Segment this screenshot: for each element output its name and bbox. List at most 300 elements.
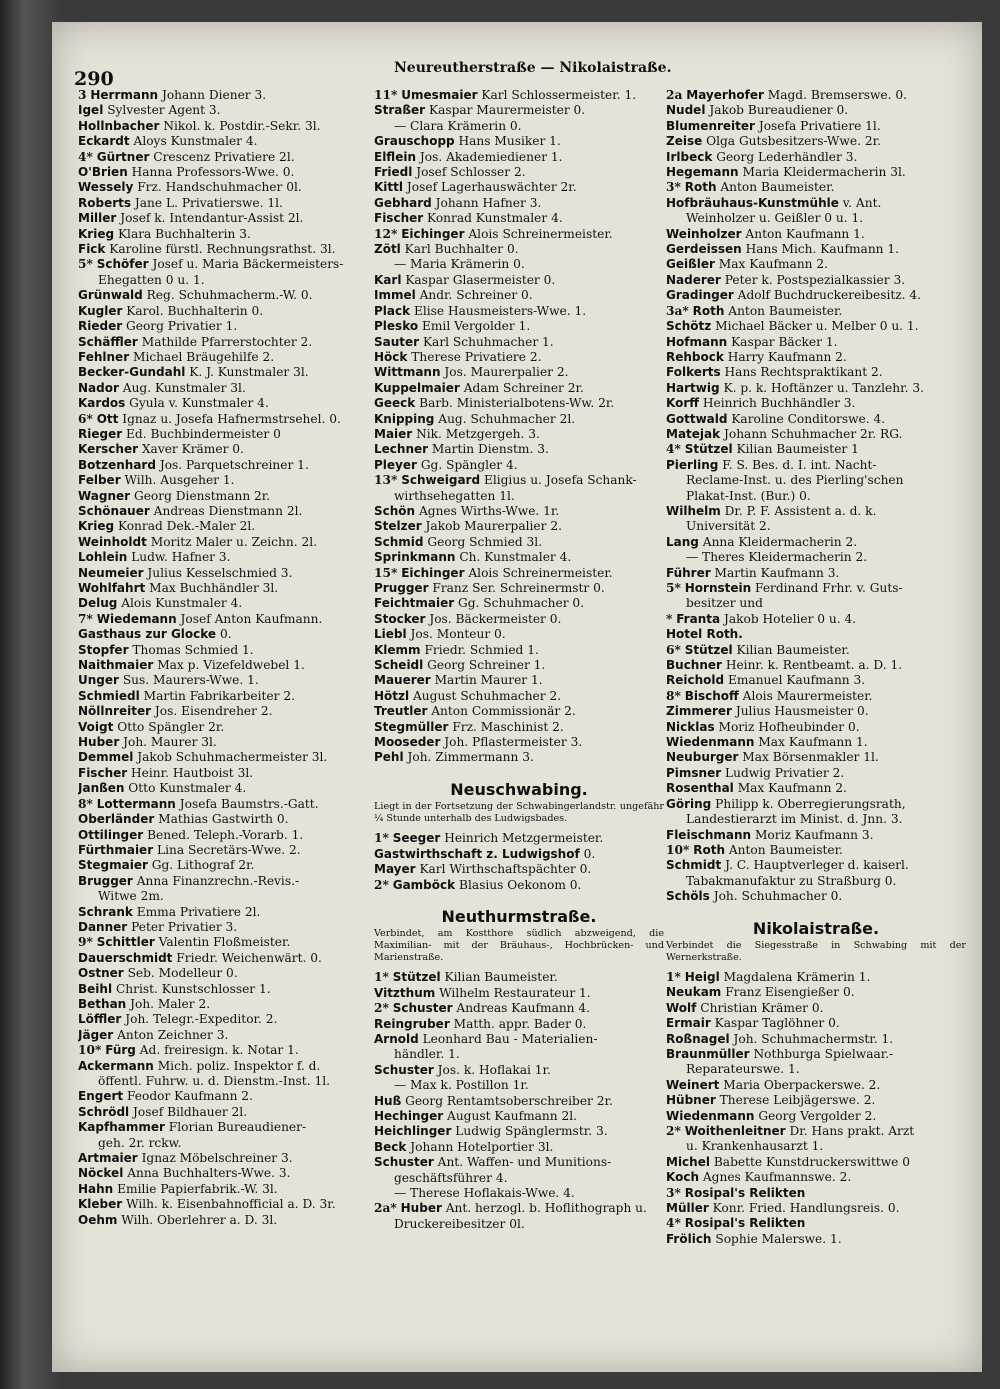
house-number: 4* <box>666 1216 681 1231</box>
resident-details: Alois Maurermeister. <box>742 688 873 703</box>
directory-entry <box>666 412 966 427</box>
directory-entry <box>78 150 368 165</box>
resident-name: Naderer <box>666 272 721 287</box>
resident-details: Xaver Krämer 0. <box>141 442 244 457</box>
resident-details: Joh. Schuhmacher 0. <box>713 889 843 904</box>
resident-name: Stelzer <box>374 519 422 534</box>
resident-details: Alois Schreinermeister. <box>468 565 613 580</box>
directory-entry <box>78 858 368 873</box>
directory-entry <box>374 1155 664 1170</box>
directory-entry <box>666 750 966 765</box>
resident-name: Jäger <box>78 1027 114 1042</box>
house-number: 10* <box>666 842 690 857</box>
resident-name: Artmaier <box>78 1151 138 1166</box>
resident-name: Matejak <box>666 426 721 441</box>
house-number: 3 <box>78 88 87 102</box>
resident-name: Fürg <box>105 1043 136 1058</box>
directory-entry <box>78 489 368 504</box>
resident-details: Universität 2. <box>686 519 771 534</box>
resident-name: Geeck <box>374 396 416 411</box>
resident-details: Jakob Schuhmachermeister 3l. <box>137 750 328 765</box>
resident-name: Frölich <box>666 1231 712 1246</box>
resident-details: Alois Kunstmaler 4. <box>121 596 243 611</box>
house-number: 2* <box>374 1001 389 1016</box>
resident-name: Wohlfahrt <box>78 581 146 595</box>
resident-name: Nador <box>78 380 119 395</box>
resident-details: Julius Hausmeister 0. <box>735 704 869 719</box>
directory-entry <box>78 704 368 719</box>
resident-name: Maier <box>374 426 413 441</box>
directory-entry <box>374 1063 664 1078</box>
resident-details: Karoline Conditorswe. 4. <box>731 411 886 426</box>
resident-name: Janßen <box>78 781 125 796</box>
directory-entry <box>374 427 664 442</box>
directory-entry <box>374 862 664 877</box>
directory-entry <box>374 473 664 488</box>
directory-entry <box>78 1012 368 1027</box>
resident-details: Kaspar Maurermeister 0. <box>428 103 586 118</box>
directory-entry <box>666 1016 966 1031</box>
resident-name: Kerscher <box>78 442 138 457</box>
resident-details: Max Kaufmann 2. <box>737 781 847 796</box>
street-heading: Neuschwabing. <box>450 779 588 799</box>
resident-details: Sophie Malerswe. 1. <box>715 1231 842 1246</box>
directory-entry <box>666 489 966 504</box>
resident-details: Joh. Maler 2. <box>130 996 211 1011</box>
resident-details: Jos. k. Hoflakai 1r. <box>437 1062 551 1077</box>
directory-entry <box>374 1186 664 1201</box>
directory-entry <box>78 412 368 427</box>
resident-name: Stocker <box>374 611 426 626</box>
resident-name: Ermair <box>666 1016 711 1031</box>
resident-name: Schötz <box>666 319 712 334</box>
resident-details: Frz. Maschinist 2. <box>452 719 564 734</box>
directory-entry <box>374 196 664 211</box>
resident-details: Peter k. Postspezialkassier 3. <box>724 272 906 287</box>
resident-details: Moritz Maler u. Zeichn. 2l. <box>150 534 317 549</box>
directory-entry <box>78 889 368 904</box>
directory-entry <box>78 1028 368 1043</box>
house-number: 10* <box>78 1043 102 1058</box>
directory-entry <box>666 242 966 257</box>
directory-entry <box>666 196 966 211</box>
house-number: 5* <box>666 581 681 595</box>
resident-details: Martin Kaufmann 3. <box>714 565 840 580</box>
house-number: 6* <box>666 642 681 657</box>
resident-name: Roth <box>684 180 717 195</box>
resident-details: Ferdinand Frhr. v. Guts- <box>755 581 903 595</box>
directory-entry <box>78 381 368 396</box>
resident-details: Moriz Hofheubinder 0. <box>718 719 860 734</box>
directory-entry <box>666 1216 966 1231</box>
resident-details: Johann Schuhmacher 2r. RG. <box>723 426 903 441</box>
resident-name: Hechinger <box>374 1108 444 1123</box>
resident-name: Hotel Roth. <box>666 627 743 642</box>
resident-name: Rieder <box>78 319 123 334</box>
resident-details: Heinrich Buchhändler 3. <box>702 396 856 411</box>
resident-name: Becker-Gundahl <box>78 365 186 380</box>
resident-name: Schrank <box>78 904 133 919</box>
directory-entry <box>78 119 368 134</box>
directory-entry <box>666 1047 966 1062</box>
resident-name: Ottilinger <box>78 827 144 842</box>
directory-entry <box>374 273 664 288</box>
resident-name: Karl <box>374 272 402 287</box>
resident-name: Bischoff <box>684 688 739 703</box>
resident-details: Leonhard Bau - Materialien- <box>422 1031 598 1046</box>
resident-name: Beck <box>374 1139 407 1154</box>
resident-details: Jos. Akademiediener 1. <box>419 149 563 164</box>
resident-name: Beihl <box>78 981 113 996</box>
resident-name: Nudel <box>666 103 706 118</box>
resident-name: Treutler <box>374 704 428 719</box>
resident-details: Emilie Papierfabrik.-W. 3l. <box>117 1181 278 1196</box>
directory-entry <box>666 134 966 149</box>
resident-details: v. Ant. <box>842 195 882 210</box>
resident-details: Witwe 2m. <box>98 889 164 904</box>
resident-name: Wolf <box>666 1000 697 1015</box>
directory-entry <box>666 720 966 735</box>
resident-name: Botzenhard <box>78 457 156 472</box>
resident-details: Anna Kleidermacherin 2. <box>702 534 858 549</box>
resident-details: Gg. Schuhmacher 0. <box>458 596 585 611</box>
directory-entry <box>666 519 966 534</box>
resident-details: besitzer und <box>686 596 763 611</box>
directory-entry <box>374 1001 664 1016</box>
directory-entry <box>78 905 368 920</box>
resident-details: Konr. Fried. Handlungsreis. 0. <box>712 1201 900 1216</box>
resident-details: Christ. Kunstschlosser 1. <box>115 981 271 996</box>
directory-entry <box>666 627 966 642</box>
directory-entry <box>666 889 966 904</box>
street-description: Liegt in der Fortsetzung der Schwabingerlandstr. ungefähr ¼ Stunde unterhalb des Ludwigsbades. <box>374 801 664 825</box>
directory-entry <box>666 458 966 473</box>
resident-name: Pehl <box>374 750 404 765</box>
resident-details: K. J. Kunstmaler 3l. <box>189 365 309 380</box>
resident-details: Hans Musiker 1. <box>458 134 561 149</box>
resident-name: Schäffler <box>78 334 138 349</box>
directory-entry <box>78 812 368 827</box>
directory-entry <box>374 627 664 642</box>
resident-name: Voigt <box>78 719 114 734</box>
resident-details: Martin Fabrikarbeiter 2. <box>143 688 295 703</box>
resident-name: Scheidl <box>374 658 424 673</box>
resident-name: Roth <box>693 842 725 857</box>
directory-entry <box>78 211 368 226</box>
resident-name: Schmiedl <box>78 688 140 703</box>
house-number: 3a* <box>666 303 689 318</box>
directory-entry <box>78 319 368 334</box>
resident-details: Josefa Baumstrs.-Gatt. <box>179 796 319 811</box>
resident-name: Ott <box>96 411 119 426</box>
directory-entry <box>666 1093 966 1108</box>
directory-entry <box>78 273 368 288</box>
directory-entry <box>374 689 664 704</box>
resident-details: Mathias Gastwirth 0. <box>158 812 289 827</box>
directory-entry <box>666 257 966 272</box>
resident-details: Elise Hausmeisters-Wwe. 1. <box>413 303 587 318</box>
directory-entry <box>78 1074 368 1089</box>
directory-entry <box>78 766 368 781</box>
resident-details: Plakat-Inst. (Bur.) 0. <box>686 488 811 503</box>
resident-name: Fischer <box>374 211 424 226</box>
directory-entry <box>374 673 664 688</box>
directory-page <box>52 22 982 1372</box>
resident-details: Max Börsenmakler 1l. <box>742 750 879 765</box>
resident-name: Stützel <box>392 970 441 985</box>
directory-entry <box>78 797 368 812</box>
directory-entry <box>666 643 966 658</box>
directory-entry <box>78 581 368 596</box>
directory-entry <box>374 1094 664 1109</box>
resident-name: Felber <box>78 473 121 488</box>
directory-entry <box>666 985 966 1000</box>
resident-details: Ed. Buchbindermeister 0 <box>126 426 281 441</box>
resident-name: Hollnbacher <box>78 118 160 133</box>
directory-entry <box>78 242 368 257</box>
directory-entry <box>78 1151 368 1166</box>
resident-details: Karl Buchhalter 0. <box>404 242 519 257</box>
directory-entry <box>666 180 966 195</box>
directory-entry <box>374 750 664 765</box>
directory-entry <box>78 535 368 550</box>
resident-name: Löffler <box>78 1012 122 1027</box>
resident-details: Adolf Buchdruckereibesitz. 4. <box>737 288 922 303</box>
resident-details: Otto Spängler 2r. <box>117 719 225 734</box>
resident-details: Karl Wirthschaftspächter 0. <box>419 862 592 877</box>
resident-details: Jos. Parquetschreiner 1. <box>159 457 309 472</box>
resident-details: Florian Bureaudiener- <box>168 1120 307 1135</box>
resident-details: Heinr. k. Rentbeamt. a. D. 1. <box>725 658 903 673</box>
resident-details: Otto Kunstmaler 4. <box>128 781 247 796</box>
resident-details: Josefa Privatiere 1l. <box>758 118 881 133</box>
resident-name: Braunmüller <box>666 1046 750 1061</box>
directory-entry <box>374 242 664 257</box>
resident-name: Gastwirthschaft z. Ludwigshof <box>374 846 580 861</box>
resident-name: Zötl <box>374 242 401 257</box>
resident-details: Jos. Maurerpalier 2. <box>444 365 569 380</box>
resident-name: Schuster <box>374 1062 434 1077</box>
resident-name: Seeger <box>392 831 441 846</box>
directory-entry <box>78 720 368 735</box>
resident-details: Feodor Kaufmann 2. <box>127 1089 253 1104</box>
directory-entry <box>374 288 664 303</box>
directory-entry <box>78 473 368 488</box>
directory-entry <box>78 1120 368 1135</box>
directory-entry <box>78 1182 368 1197</box>
directory-entry <box>78 673 368 688</box>
resident-name: Hegemann <box>666 165 739 180</box>
directory-entry <box>666 227 966 242</box>
resident-details: Matth. appr. Bader 0. <box>453 1016 587 1031</box>
resident-details: Karoline fürstl. Rechnungsrathst. 3l. <box>109 242 336 257</box>
resident-name: Plesko <box>374 319 419 334</box>
street-heading: Neuthurmstraße. <box>441 906 597 926</box>
house-number: 3* <box>666 1185 681 1200</box>
resident-details: Karl Schuhmacher 1. <box>422 334 554 349</box>
directory-entry <box>666 689 966 704</box>
directory-entry <box>78 874 368 889</box>
house-number: 8* <box>666 688 681 703</box>
directory-entry <box>78 828 368 843</box>
resident-name: Nöllnreiter <box>78 704 152 719</box>
directory-entry <box>78 1105 368 1120</box>
directory-entry <box>374 847 664 862</box>
resident-details: Babette Kunstdruckerswittwe 0 <box>713 1154 911 1169</box>
directory-entry <box>78 227 368 242</box>
directory-entry <box>78 1043 368 1058</box>
resident-name: Fleischmann <box>666 827 752 842</box>
directory-entry <box>78 304 368 319</box>
house-number: 4* <box>666 442 681 457</box>
resident-name: Feichtmaier <box>374 596 455 611</box>
directory-entry <box>78 596 368 611</box>
resident-name: Hahn <box>78 1181 114 1196</box>
resident-details: Seb. Modelleur 0. <box>127 966 238 981</box>
book-binding-edge <box>0 0 60 1389</box>
directory-entry <box>666 1170 966 1185</box>
directory-entry <box>78 88 368 103</box>
resident-name: Hötzl <box>374 688 410 703</box>
directory-entry <box>666 473 966 488</box>
directory-entry <box>374 304 664 319</box>
resident-name: Gerdeissen <box>666 242 742 257</box>
resident-details: Mathilde Pfarrerstochter 2. <box>141 334 313 349</box>
house-number: 6* <box>78 411 93 426</box>
directory-entry <box>78 966 368 981</box>
resident-details: händler. 1. <box>394 1047 460 1062</box>
directory-entry <box>666 335 966 350</box>
directory-entry <box>374 581 664 596</box>
directory-entry <box>78 550 368 565</box>
column-2 <box>374 88 664 1232</box>
resident-name: Mooseder <box>374 735 441 750</box>
directory-entry <box>666 1062 966 1077</box>
resident-name: Brugger <box>78 873 133 888</box>
directory-entry <box>374 519 664 534</box>
directory-entry <box>374 150 664 165</box>
resident-name: Geißler <box>666 257 715 272</box>
directory-entry <box>78 134 368 149</box>
directory-entry <box>666 427 966 442</box>
resident-name: Schöfer <box>96 257 149 272</box>
resident-details: Joh. Schuhmachermstr. 1. <box>733 1031 894 1046</box>
resident-details: Tabakmanufaktur zu Straßburg 0. <box>686 873 897 888</box>
directory-entry <box>374 550 664 565</box>
resident-name: Rieger <box>78 426 123 441</box>
directory-entry <box>374 1217 664 1232</box>
resident-name: Schuster <box>392 1001 453 1016</box>
resident-details: Josef Schlosser 2. <box>416 165 526 180</box>
resident-details: — Theres Kleidermacherin 2. <box>686 550 868 565</box>
resident-details: Anton Baumeister. <box>728 842 843 857</box>
directory-entry <box>78 335 368 350</box>
resident-name: Liebl <box>374 627 407 642</box>
resident-details: Reclame-Inst. u. des Pierling'schen <box>686 473 904 488</box>
resident-name: Roßnagel <box>666 1031 730 1046</box>
directory-entry <box>666 150 966 165</box>
directory-entry <box>666 812 966 827</box>
resident-details: Nikol. k. Postdir.-Sekr. 3l. <box>163 118 321 133</box>
resident-name: Kleber <box>78 1197 123 1212</box>
resident-details: Karl Schlossermeister. 1. <box>481 88 637 102</box>
directory-entry <box>374 489 664 504</box>
resident-details: Anna Buchhalters-Wwe. 3. <box>127 1166 291 1181</box>
directory-entry <box>374 1171 664 1186</box>
directory-entry <box>374 227 664 242</box>
directory-entry <box>374 119 664 134</box>
resident-details: Anton Kaufmann 1. <box>745 226 865 241</box>
directory-entry <box>78 612 368 627</box>
directory-entry <box>374 365 664 380</box>
resident-details: Olga Gutsbesitzers-Wwe. 2r. <box>706 134 881 149</box>
resident-name: Roberts <box>78 195 132 210</box>
directory-entry <box>78 658 368 673</box>
directory-entry <box>374 381 664 396</box>
resident-details: Johann Hotelportier 3l. <box>410 1139 554 1154</box>
resident-details: Hans Mich. Kaufmann 1. <box>745 242 900 257</box>
resident-details: Dr. Hans prakt. Arzt <box>789 1124 915 1138</box>
resident-details: J. C. Hauptverleger d. kaiserl. <box>725 858 909 873</box>
resident-name: Mauerer <box>374 673 431 688</box>
resident-details: Wilh. Ausgeher 1. <box>124 473 235 488</box>
resident-name: Eckardt <box>78 134 130 149</box>
directory-entry <box>666 1139 966 1154</box>
directory-entry <box>374 720 664 735</box>
resident-name: Schön <box>374 503 416 518</box>
resident-details: Jakob Maurerpalier 2. <box>425 519 562 534</box>
resident-name: Mayerhofer <box>686 88 764 102</box>
resident-name: Blumenreiter <box>666 118 755 133</box>
resident-details: Georg Dienstmann 2r. <box>133 488 271 503</box>
resident-name: Umesmaier <box>401 88 478 102</box>
directory-entry <box>666 658 966 673</box>
resident-name: Plack <box>374 303 411 318</box>
resident-name: Rosipal's Relikten <box>684 1216 806 1231</box>
resident-name: Weinert <box>666 1077 720 1092</box>
resident-details: Hanna Professors-Wwe. 0. <box>131 165 295 180</box>
directory-entry <box>666 612 966 627</box>
directory-entry <box>374 165 664 180</box>
street-heading: Nikolaistraße. <box>752 918 880 938</box>
resident-details: Maria Oberpackerswe. 2. <box>723 1077 881 1092</box>
resident-details: Weinholzer u. Geißler 0 u. 1. <box>686 211 864 226</box>
directory-entry <box>666 1032 966 1047</box>
resident-details: Ant. herzogl. b. Hoflithograph u. <box>445 1201 647 1216</box>
resident-name: Kuppelmaier <box>374 380 460 395</box>
resident-name: Schuster <box>374 1155 434 1170</box>
directory-entry <box>666 535 966 550</box>
resident-name: Herrmann <box>90 88 159 102</box>
resident-name: Klemm <box>374 642 421 657</box>
directory-entry <box>78 951 368 966</box>
directory-entry <box>666 704 966 719</box>
resident-details: Michael Bräugehilfe 2. <box>132 349 275 364</box>
resident-details: geh. 2r. rckw. <box>98 1135 182 1150</box>
resident-name: Delug <box>78 596 118 611</box>
directory-entry <box>666 211 966 226</box>
running-head: Neureutherstraße — Nikolaistraße. <box>394 60 672 76</box>
resident-details: Joh. Telegr.-Expeditor. 2. <box>125 1012 278 1027</box>
directory-entry <box>78 1059 368 1074</box>
directory-entry <box>666 1001 966 1016</box>
resident-details: Jos. Eisendreher 2. <box>154 704 273 719</box>
resident-details: Joh. Pflastermeister 3. <box>444 735 583 750</box>
directory-entry <box>78 920 368 935</box>
resident-details: 0. <box>219 627 232 642</box>
resident-details: Anton Baumeister. <box>728 303 843 318</box>
resident-name: Dauerschmidt <box>78 950 173 965</box>
